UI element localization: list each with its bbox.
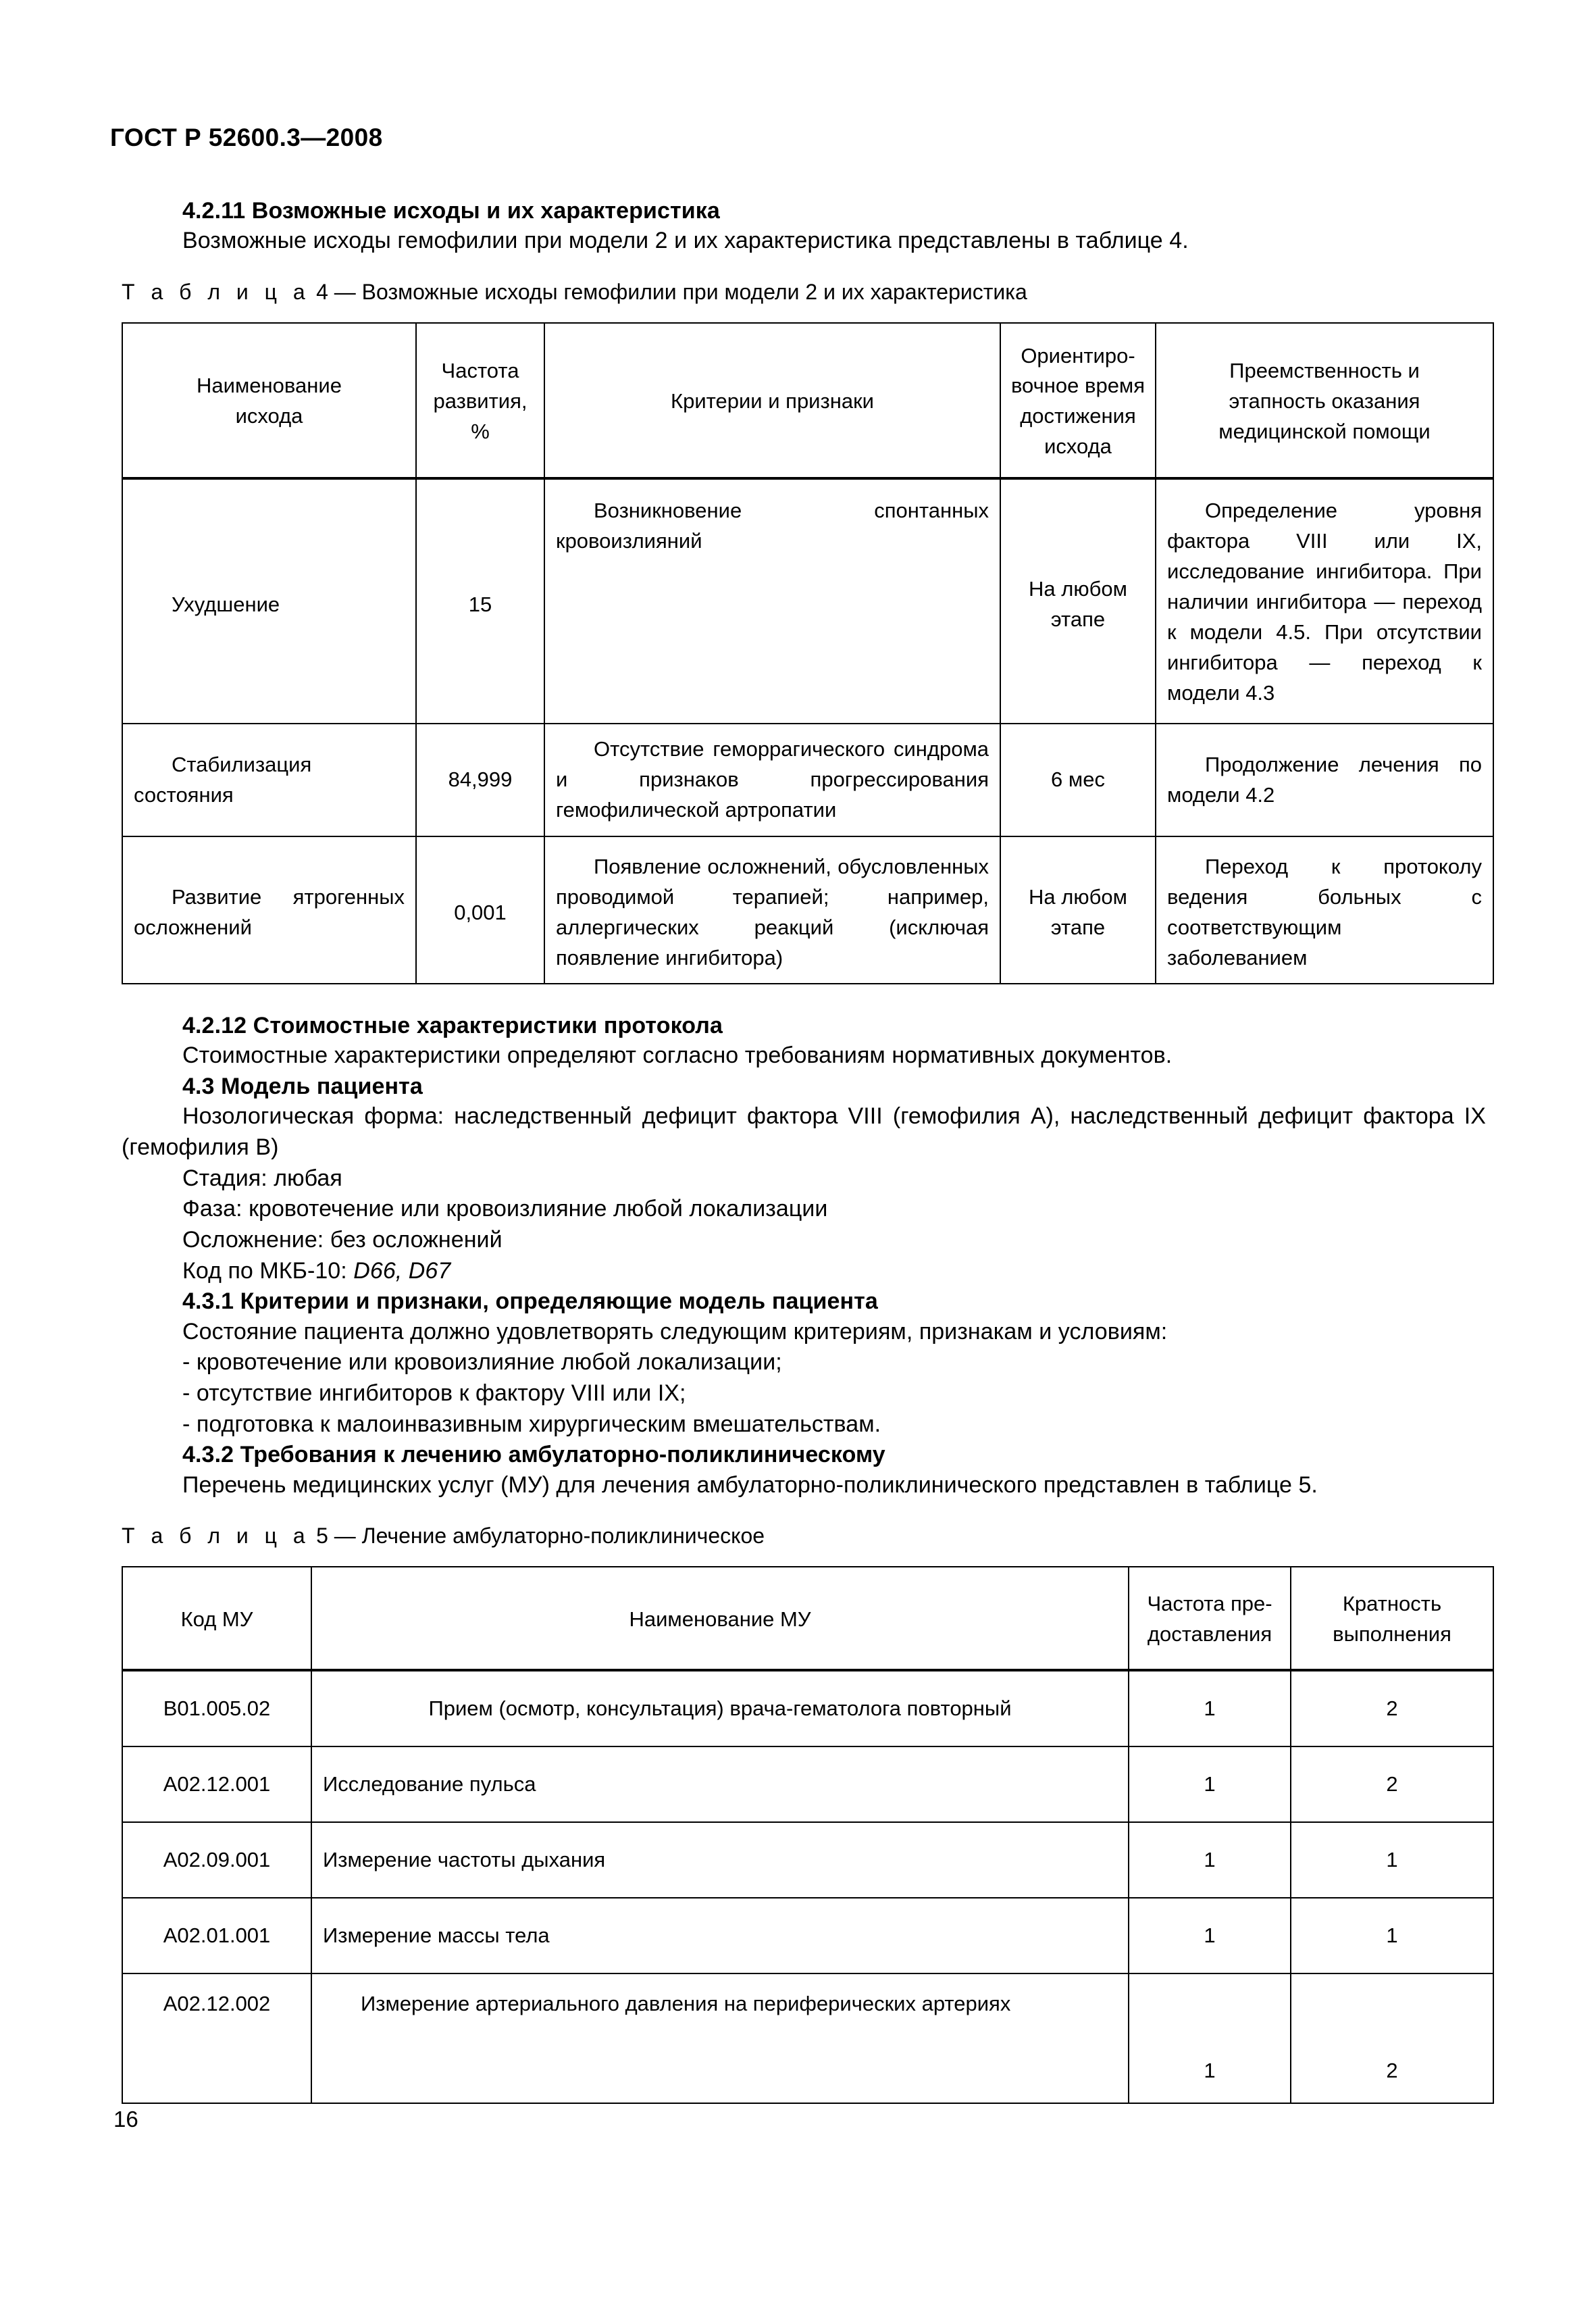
table-4-col-header-criteria [544, 323, 1000, 479]
table-5-header-row [122, 1567, 1493, 1670]
table-row [122, 1898, 1493, 1973]
table-row [122, 1670, 1493, 1746]
hdr-line: исхода [1044, 434, 1112, 459]
hdr-line: Ориентиро- [1021, 343, 1135, 368]
table-5-cell-name: Прием (осмотр, консультация) врача-гематолога повторный [311, 1670, 1129, 1746]
table-4-possible-outcomes [122, 322, 1494, 985]
table-5-col-header-multiplicity [1291, 1567, 1493, 1670]
icd-label: Код по МКБ-10: [182, 1257, 354, 1284]
table-4-cell-time: 6 мес [1000, 724, 1156, 836]
heading-4-2-11: 4.2.11 Возможные исходы и их характеристика [182, 198, 720, 224]
table-4-col-header-frequency [416, 323, 544, 479]
hdr-line: медицинской помощи [1218, 419, 1431, 443]
table-row [122, 478, 1493, 724]
table-row [122, 1973, 1493, 2103]
icd-codes: D66, D67 [353, 1257, 451, 1284]
paragraph-nosology-form: Нозологическая форма: наследственный дефицит фактора VIII (гемофилия А), наследственный дефицит фактора IX (гемофилия В) [122, 1103, 1486, 1160]
table-4-caption-word: Т а б л и ц а [122, 279, 311, 304]
table-4-cell-outcome: Развитие ятрогенных осложнений [122, 836, 416, 984]
table-4-cell-frequency: 84,999 [416, 724, 544, 836]
hdr-line: Преемственность и [1229, 358, 1420, 382]
paragraph-complication: Осложнение: без осложнений [182, 1226, 503, 1253]
table-5-cell-multiplicity: 2 [1291, 1973, 1493, 2103]
table-5-cell-frequency: 1 [1129, 1973, 1291, 2103]
paragraph-4-3-2-body: Перечень медицинских услуг (МУ) для лечения амбулаторно-поликлинического представлен в таблице 5. [182, 1472, 1318, 1498]
list-item: - кровотечение или кровоизлияние любой локализации; [182, 1349, 782, 1376]
table-4-header-row [122, 323, 1493, 479]
table-4-cell-continuity: Переход к протоколу ведения больных с соответствующим заболеванием [1156, 836, 1493, 984]
table-5-cell-frequency: 1 [1129, 1670, 1291, 1746]
hdr-line: выполнения [1333, 1621, 1451, 1646]
table-4-cell-frequency: 15 [416, 478, 544, 724]
table-5-cell-name: Исследование пульса [311, 1746, 1129, 1822]
table-row [122, 836, 1493, 984]
table-4-caption [122, 278, 1486, 307]
page-number: 16 [113, 2107, 138, 2132]
table-5-cell-code: А02.09.001 [122, 1822, 311, 1898]
heading-4-3: 4.3 Модель пациента [182, 1073, 423, 1099]
table-4-col-header-time [1000, 323, 1156, 479]
table-5-cell-frequency: 1 [1129, 1822, 1291, 1898]
table-4-cell-outcome: Стабилизация состояния [122, 724, 416, 836]
table-5-cell-name: Измерение частоты дыхания [311, 1822, 1129, 1898]
hdr-line: Кратность [1342, 1592, 1442, 1616]
table-row [122, 1746, 1493, 1822]
paragraph-stage: Стадия: любая [182, 1165, 342, 1191]
list-item: - отсутствие ингибиторов к фактору VIII или IX; [182, 1380, 686, 1407]
table-row [122, 1822, 1493, 1898]
hdr-line: Наименование МУ [629, 1607, 811, 1631]
table-5-cell-multiplicity: 1 [1291, 1822, 1493, 1898]
table-4-cell-continuity: Продолжение лечения по модели 4.2 [1156, 724, 1493, 836]
hdr-line: Частота пре- [1147, 1592, 1272, 1616]
hdr-line: вочное время [1010, 374, 1145, 398]
table-5-cell-code: А02.12.001 [122, 1746, 311, 1822]
table-4-cell-continuity: Определение уровня фактора VIII или IX, исследование ингибитора. При наличии ингибитора — переход к модели 4.5. При отсутствии ингибитора — переход к модели 4.3 [1156, 478, 1493, 724]
paragraph-icd-code [122, 1256, 1486, 1287]
table-5-cell-multiplicity: 2 [1291, 1746, 1493, 1822]
hdr-line: Наименование [197, 374, 342, 398]
hdr-line: Критерии и признаки [671, 388, 874, 413]
heading-4-3-2: 4.3.2 Требования к лечению амбулаторно-поликлиническому [182, 1442, 885, 1468]
hdr-line: доставления [1147, 1621, 1272, 1646]
table-5-caption-text: 5 — Лечение амбулаторно-поликлиническое [316, 1524, 765, 1549]
hdr-line: Частота [441, 358, 519, 382]
table-5-cell-multiplicity: 2 [1291, 1670, 1493, 1746]
table-5-cell-name: Измерение артериального давления на периферических артериях [311, 1973, 1129, 2103]
paragraph-4-2-12-body: Стоимостные характеристики определяют согласно требованиям нормативных документов. [182, 1042, 1173, 1069]
heading-4-2-12: 4.2.12 Стоимостные характеристики протокола [182, 1013, 723, 1038]
table-row [122, 724, 1493, 836]
table-5-cell-multiplicity: 1 [1291, 1898, 1493, 1973]
table-4-cell-frequency: 0,001 [416, 836, 544, 984]
table-5-cell-frequency: 1 [1129, 1898, 1291, 1973]
hdr-line: % [471, 419, 490, 443]
table-5-cell-code: А02.01.001 [122, 1898, 311, 1973]
heading-4-3-1: 4.3.1 Критерии и признаки, определяющие модель пациента [182, 1288, 878, 1315]
hdr-line: этапность оказания [1229, 388, 1420, 413]
table-5-cell-code: А02.12.002 [122, 1973, 311, 2103]
hdr-line: Код МУ [180, 1607, 253, 1631]
table-5-cell-name: Измерение массы тела [311, 1898, 1129, 1973]
table-4-cell-criteria: Возникновение спонтанных кровоизлияний [544, 478, 1000, 724]
page-content [122, 196, 1486, 2104]
table-4-col-header-continuity [1156, 323, 1493, 479]
table-4-caption-text: 4 — Возможные исходы гемофилии при модели 2 и их характеристика [316, 279, 1027, 304]
table-5-outpatient-treatment [122, 1566, 1494, 2104]
table-5-caption-word: Т а б л и ц а [122, 1524, 311, 1549]
table-5-cell-code: В01.005.02 [122, 1670, 311, 1746]
hdr-line: развития, [433, 388, 527, 413]
table-5-col-header-name [311, 1567, 1129, 1670]
list-item: - подготовка к малоинвазивным хирургическим вмешательствам. [182, 1411, 881, 1437]
hdr-line: достижения [1020, 404, 1136, 428]
table-5-caption [122, 1522, 1486, 1551]
table-4-cell-outcome: Ухудшение [122, 478, 416, 724]
table-5-col-header-frequency [1129, 1567, 1291, 1670]
table-4-col-header-outcome-name [122, 323, 416, 479]
table-4-cell-time: На любом этапе [1000, 478, 1156, 724]
paragraph-4-3-1-lead: Состояние пациента должно удовлетворять следующим критериям, признакам и условиям: [182, 1318, 1168, 1344]
table-4-cell-criteria: Появление осложнений, обусловленных проводимой терапией; например, аллергических реакций (исключая появление ингибитора) [544, 836, 1000, 984]
hdr-line: исхода [235, 404, 303, 428]
table-4-cell-time: На любом этапе [1000, 836, 1156, 984]
paragraph-4-2-11-body: Возможные исходы гемофилии при модели 2 и их характеристика представлены в таблице 4. [182, 228, 1189, 254]
table-4-cell-criteria: Отсутствие геморрагического синдрома и признаков прогрессирования гемофилической артропатии [544, 724, 1000, 836]
paragraph-phase: Фаза: кровотечение или кровоизлияние любой локализации [182, 1196, 828, 1222]
table-5-cell-frequency: 1 [1129, 1746, 1291, 1822]
running-head-standard-number: ГОСТ Р 52600.3—2008 [110, 124, 383, 151]
table-5-col-header-code [122, 1567, 311, 1670]
